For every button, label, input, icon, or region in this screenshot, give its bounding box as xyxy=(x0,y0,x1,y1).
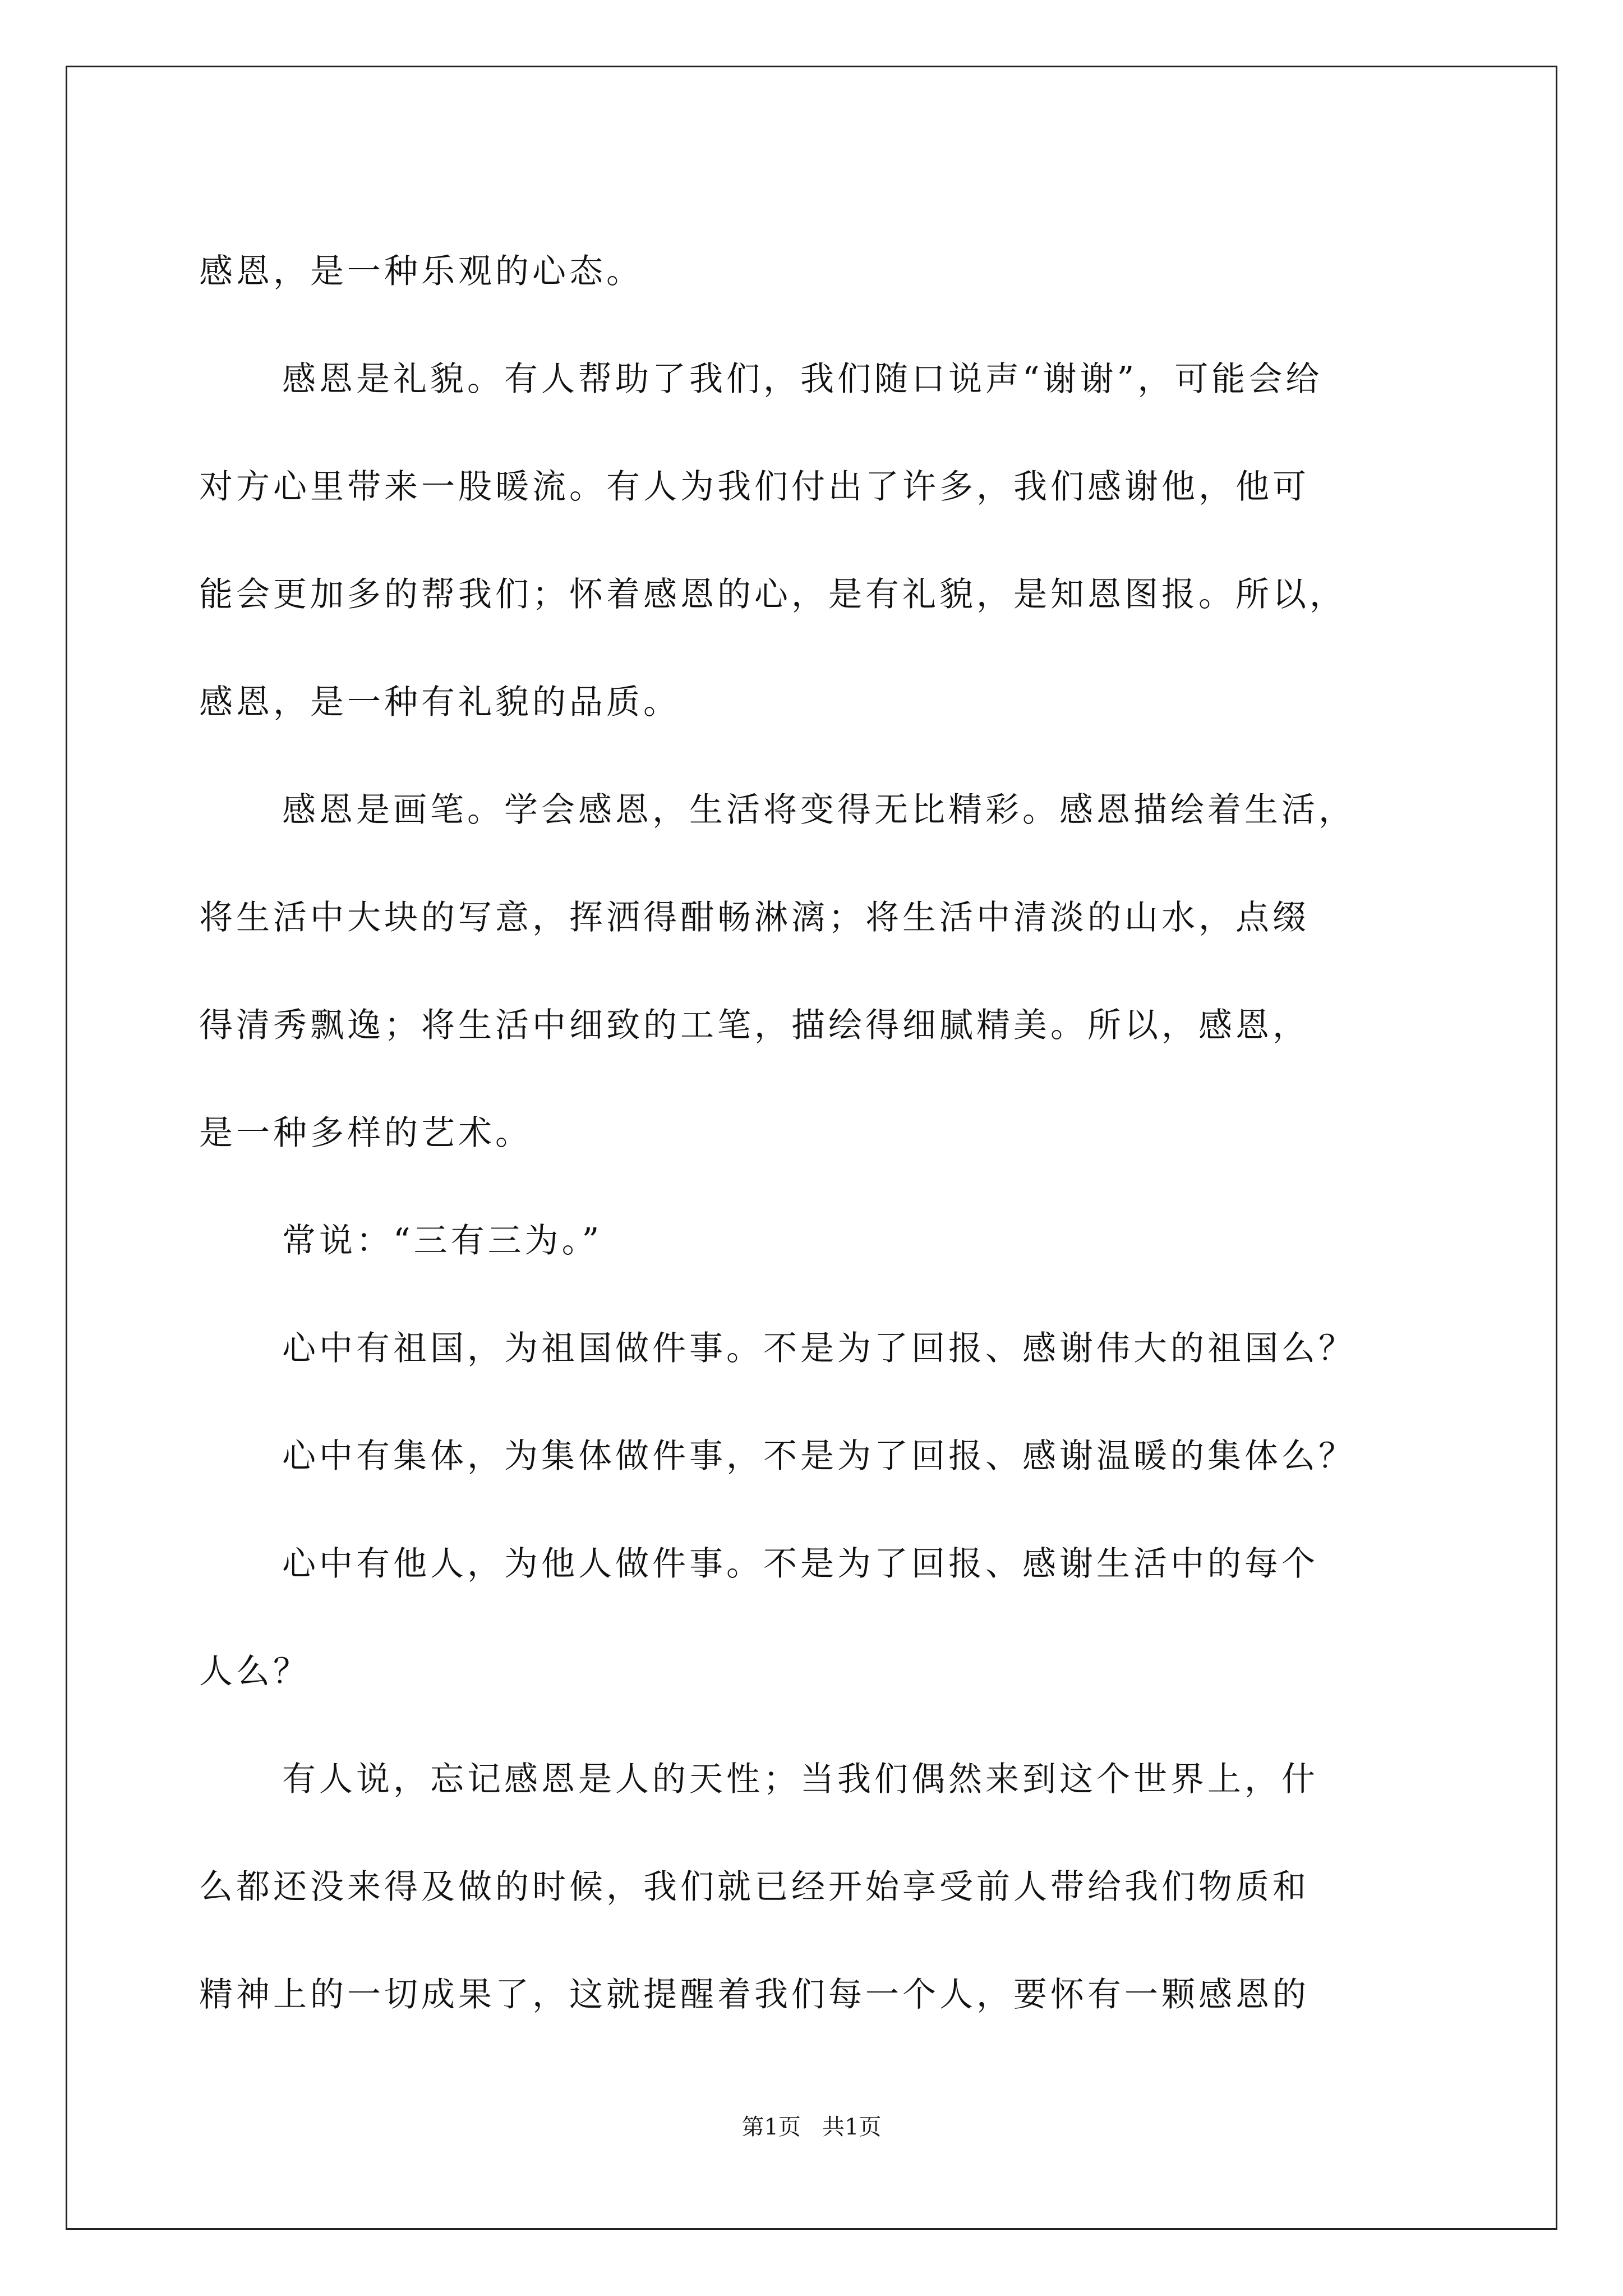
text-line: 将生活中大块的写意，挥洒得酣畅淋漓；将生活中清淡的山水，点缀 xyxy=(199,898,1310,937)
document-body xyxy=(199,218,1455,2049)
text-line: 能会更加多的帮我们；怀着感恩的心，是有礼貌，是知恩图报。所以， xyxy=(199,575,1347,614)
text-line: 感恩是礼貌。有人帮助了我们，我们随口说声“谢谢”，可能会给 xyxy=(282,360,1323,399)
text-line: 感恩是画笔。学会感恩，生活将变得无比精彩。感恩描绘着生活， xyxy=(282,790,1355,830)
text-line: 常说：“三有三为。” xyxy=(282,1221,603,1260)
text-line: 心中有集体，为集体做件事，不是为了回报、感谢温暖的集体么？ xyxy=(282,1437,1355,1476)
text-line: 人么？ xyxy=(199,1652,310,1691)
page-footer: 第1页 共1页 xyxy=(741,2114,882,2140)
text-line: 对方心里带来一股暖流。有人为我们付出了许多，我们感谢他，他可 xyxy=(199,467,1310,507)
text-line: 感恩，是一种有礼貌的品质。 xyxy=(199,683,680,722)
text-line: 精神上的一切成果了，这就提醒着我们每一个人，要怀有一颗感恩的 xyxy=(199,1975,1310,2014)
text-line: 么都还没来得及做的时候，我们就已经开始享受前人带给我们物质和 xyxy=(199,1867,1310,1907)
text-line: 心中有祖国，为祖国做件事。不是为了回报、感谢伟大的祖国么？ xyxy=(282,1329,1355,1368)
text-line: 有人说，忘记感恩是人的天性；当我们偶然来到这个世界上，什 xyxy=(282,1760,1318,1799)
text-line: 感恩，是一种乐观的心态。 xyxy=(199,252,643,291)
text-line: 是一种多样的艺术。 xyxy=(199,1114,532,1153)
text-line: 心中有他人，为他人做件事。不是为了回报、感谢生活中的每个 xyxy=(282,1544,1318,1584)
text-line: 得清秀飘逸；将生活中细致的工笔，描绘得细腻精美。所以，感恩， xyxy=(199,1006,1310,1045)
